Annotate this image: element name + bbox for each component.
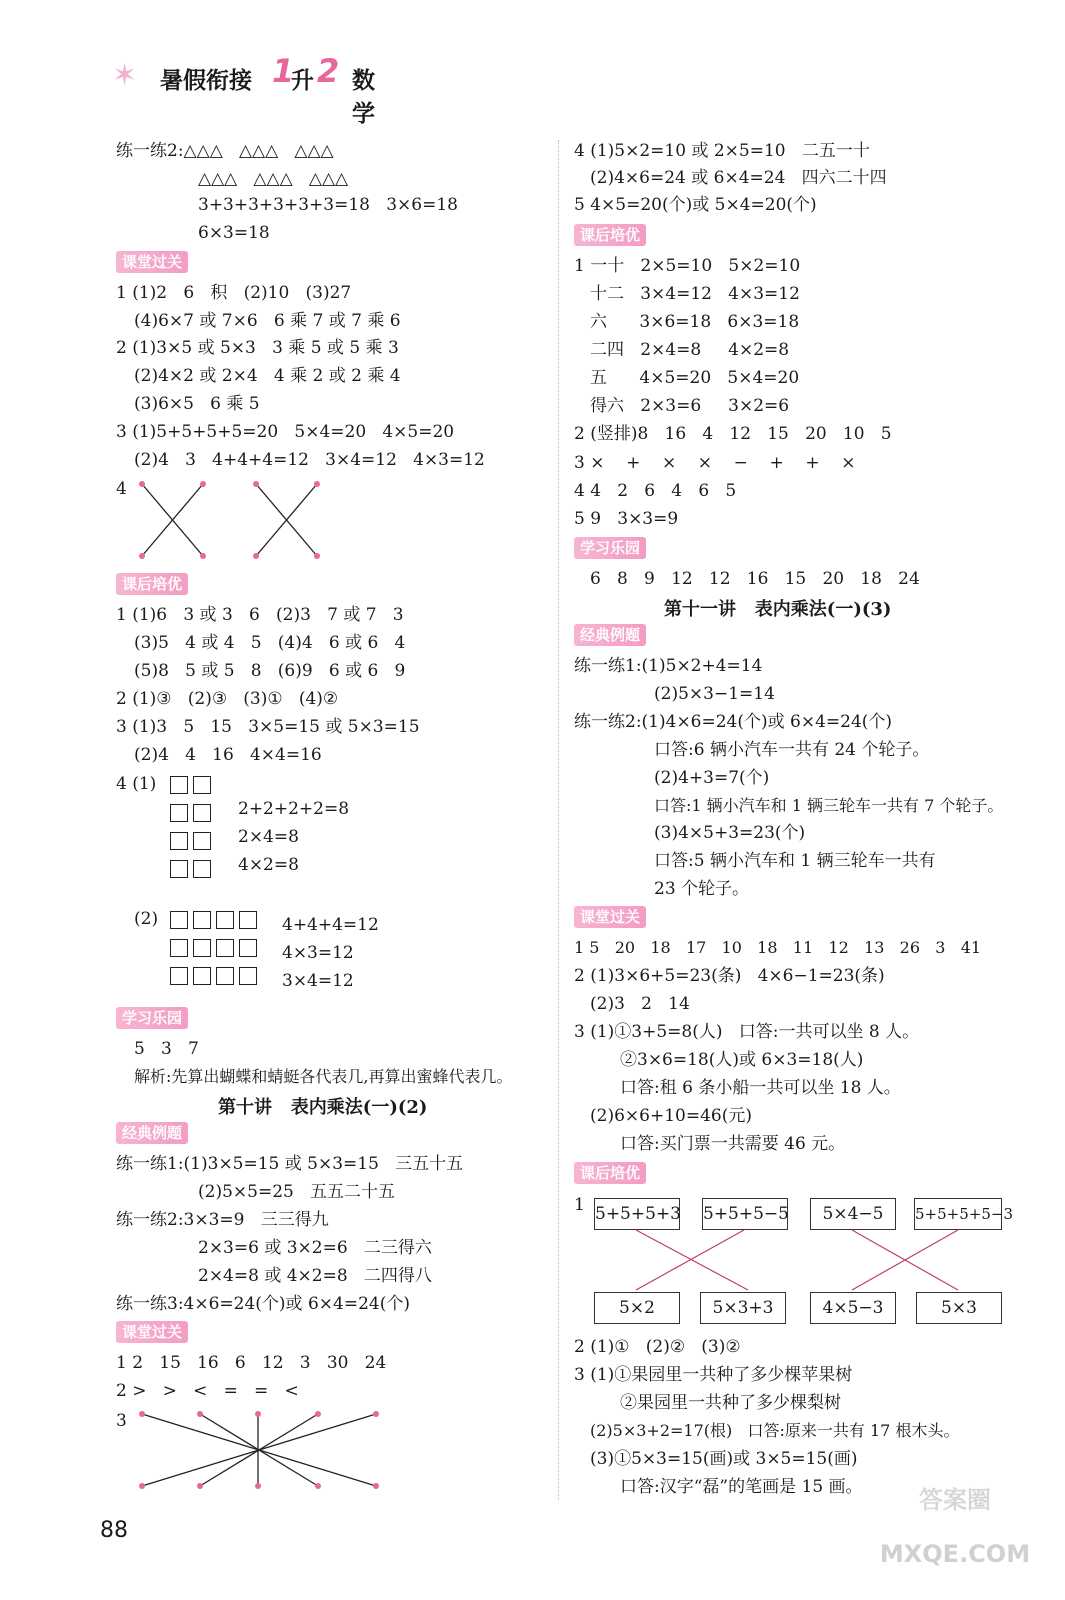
answer-line: 2×3=6 或 3×2=6 二三得六 <box>198 1238 432 1258</box>
grade-from: 1 <box>272 52 295 90</box>
answer-line: 2+2+2+2=8 <box>238 799 350 819</box>
answer-line: 3 <box>116 1411 127 1431</box>
answer-line: 4 <box>116 479 127 499</box>
answer-line: 1 一十 2×5=10 5×2=10 <box>574 256 801 276</box>
section-kehou: 课后培优 <box>574 224 646 246</box>
answer-line: 1 (1)6 3 或 3 6 (2)3 7 或 7 3 <box>116 605 404 625</box>
answer-line: 练一练2:(1)4×6=24(个)或 6×4=24(个) <box>574 712 893 732</box>
answer-line: 5 4×5=20(个)或 5×4=20(个) <box>574 195 817 215</box>
answer-line: 练一练1:(1)3×5=15 或 5×3=15 三五十五 <box>116 1154 464 1174</box>
answer-line: ②3×6=18(人)或 6×3=18(人) <box>620 1050 864 1070</box>
star-icon: ✶ <box>112 58 138 93</box>
match-box-top: 5+5+5+5−3 <box>914 1198 1002 1230</box>
answer-line: 3 (1)①3+5=8(人) 口答:一共可以坐 8 人。 <box>574 1022 920 1042</box>
answer-line: 1 5 20 18 17 10 18 11 12 13 26 3 41 <box>574 938 982 957</box>
subject-label: 数学 <box>352 68 375 127</box>
book-title: 暑假衔接 <box>160 68 252 94</box>
answer-line: 2 (竖排)8 16 4 12 15 20 10 5 <box>574 424 892 444</box>
answer-line: 口答:租 6 条小船一共可以坐 18 人。 <box>620 1078 901 1098</box>
answer-line: ②果园里一共种了多少棵梨树 <box>620 1393 841 1413</box>
match-box-top: 5×4−5 <box>810 1198 896 1230</box>
answer-line: 2 (1)3×5 或 5×3 3 乘 5 或 5 乘 3 <box>116 338 399 358</box>
answer-line: (3)4×5+3=23(个) <box>654 823 806 843</box>
lecture-heading: 第十讲 表内乘法(一)(2) <box>218 1097 428 1118</box>
answer-line: 2×4=8 或 4×2=8 二四得八 <box>198 1266 432 1286</box>
match-dots-left-4 <box>139 481 320 559</box>
answer-line: 3+3+3+3+3+3=18 3×6=18 <box>198 195 458 215</box>
answer-line: 3×4=12 <box>282 971 354 991</box>
answer-line: 4 (1)5×2=10 或 2×5=10 二五一十 <box>574 141 870 161</box>
answer-line: (2)4 4 16 4×4=16 <box>134 745 322 765</box>
answer-line: 23 个轮子。 <box>654 879 750 899</box>
answer-line: 2 (1)3×6+5=23(条) 4×6−1=23(条) <box>574 966 885 986</box>
answer-line: 4 (1) <box>116 774 157 794</box>
section-ketang: 课堂过关 <box>116 251 188 273</box>
answer-line: 练一练2:△△△ △△△ △△△ <box>116 141 334 161</box>
answer-line: (2)4×6=24 或 6×4=24 四六二十四 <box>590 168 887 188</box>
answer-line: 4 4 2 6 4 6 5 <box>574 481 737 501</box>
answer-line: (2)4+3=7(个) <box>654 768 770 788</box>
section-kehou: 课后培优 <box>574 1162 646 1184</box>
answer-line: 练一练3:4×6=24(个)或 6×4=24(个) <box>116 1294 410 1314</box>
answer-line: 十二 3×4=12 4×3=12 <box>590 284 800 304</box>
answer-line: 3 (1)5+5+5+5=20 5×4=20 4×5=20 <box>116 422 455 442</box>
section-xuexi: 学习乐园 <box>116 1007 188 1029</box>
answer-line: 6×3=18 <box>198 223 270 243</box>
page-number: 88 <box>100 1518 128 1543</box>
answer-line: 口答:买门票一共需要 46 元。 <box>620 1134 846 1154</box>
answer-line: (2)5×3+2=17(根) 口答:原来一共有 17 根木头。 <box>590 1421 960 1440</box>
section-jingdian: 经典例题 <box>116 1122 188 1144</box>
answer-line: 6 8 9 12 12 16 15 20 18 24 <box>590 569 920 589</box>
answer-line: 5 9 3×3=9 <box>574 509 679 529</box>
answer-line: 得六 2×3=6 3×2=6 <box>590 396 790 416</box>
answer-line: 练一练2:3×3=9 三三得九 <box>116 1210 329 1230</box>
answer-line: 口答:6 辆小汽车一共有 24 个轮子。 <box>654 740 930 760</box>
answer-line: 1 (1)2 6 积 (2)10 (3)27 <box>116 283 352 303</box>
section-jingdian: 经典例题 <box>574 624 646 646</box>
answer-line: (4)6×7 或 7×6 6 乘 7 或 7 乘 6 <box>134 311 401 331</box>
answer-line: 4×2=8 <box>238 855 299 875</box>
explanation-line: 解析:先算出蝴蝶和蜻蜓各代表几,再算出蜜蜂代表几。 <box>134 1067 513 1086</box>
answer-line: 口答:汉字“磊”的笔画是 15 画。 <box>620 1477 863 1497</box>
answer-line: 口答:1 辆小汽车和 1 辆三轮车一共有 7 个轮子。 <box>654 796 1004 815</box>
answer-line: 2 (1)① (2)② (3)② <box>574 1337 741 1357</box>
answer-line: (3)5 4 或 4 5 (4)4 6 或 6 4 <box>134 633 406 653</box>
answer-line: 2×4=8 <box>238 827 299 847</box>
answer-line: 2 (1)③ (2)③ (3)① (4)② <box>116 689 339 709</box>
section-xuexi: 学习乐园 <box>574 537 646 559</box>
answer-line: △△△ △△△ △△△ <box>198 169 349 189</box>
grade-connector: 升 <box>291 68 314 94</box>
match-box-bottom: 5×3+3 <box>700 1292 786 1324</box>
match-box-top: 5+5+5+3 <box>594 1198 680 1230</box>
answer-line: 五 4×5=20 5×4=20 <box>590 368 800 388</box>
answer-line: 1 <box>574 1195 585 1215</box>
answer-line: (2)3 2 14 <box>590 994 690 1014</box>
match-box-bottom: 5×3 <box>916 1292 1002 1324</box>
match-lines-left-3 <box>142 1414 376 1486</box>
answer-line: (2)5×3−1=14 <box>654 684 775 704</box>
match-lines-right-1 <box>636 1230 958 1290</box>
answer-line: 1 2 15 16 6 12 3 30 24 <box>116 1353 387 1373</box>
answer-line: 六 3×6=18 6×3=18 <box>590 312 800 332</box>
match-box-top: 5+5+5−5 <box>702 1198 788 1230</box>
answer-line: (5)8 5 或 5 8 (6)9 6 或 6 9 <box>134 661 406 681</box>
answer-line: (3)6×5 6 乘 5 <box>134 394 260 414</box>
section-ketang: 课堂过关 <box>574 906 646 928</box>
answer-line: 练一练1:(1)5×2+4=14 <box>574 656 763 676</box>
answer-line: 4+4+4=12 <box>282 915 379 935</box>
answer-line: 5 3 7 <box>134 1039 199 1059</box>
answer-line: 3 (1)3 5 15 3×5=15 或 5×3=15 <box>116 717 420 737</box>
answer-line: (2)6×6+10=46(元) <box>590 1106 752 1126</box>
match-lines-left-4 <box>142 484 317 556</box>
watermark-url: MXQE.COM <box>879 1540 1031 1568</box>
answer-line: (3)①5×3=15(画)或 3×5=15(画) <box>590 1449 858 1469</box>
answer-line: 3 (1)①果园里一共种了多少棵苹果树 <box>574 1365 853 1385</box>
match-box-bottom: 4×5−3 <box>810 1292 896 1324</box>
answer-line: 二四 2×4=8 4×2=8 <box>590 340 790 360</box>
answer-line: 口答:5 辆小汽车和 1 辆三轮车一共有 <box>654 851 936 871</box>
section-kehou: 课后培优 <box>116 573 188 595</box>
answer-line: (2)4 3 4+4+4=12 3×4=12 4×3=12 <box>134 450 485 470</box>
section-ketang: 课堂过关 <box>116 1321 188 1343</box>
lecture-heading: 第十一讲 表内乘法(一)(3) <box>664 599 892 620</box>
answer-line: (2) <box>134 909 159 929</box>
answer-line: (2)5×5=25 五五二十五 <box>198 1182 396 1202</box>
answer-line: 4×3=12 <box>282 943 354 963</box>
answer-line: 2 > > < = = < <box>116 1381 299 1401</box>
match-box-bottom: 5×2 <box>594 1292 680 1324</box>
watermark-logo: 答案圈 <box>919 1486 991 1514</box>
answer-line: (2)4×2 或 2×4 4 乘 2 或 2 乘 4 <box>134 366 401 386</box>
answer-line: 3 × + × × − + + × <box>574 453 856 473</box>
grade-to: 2 <box>317 52 340 90</box>
